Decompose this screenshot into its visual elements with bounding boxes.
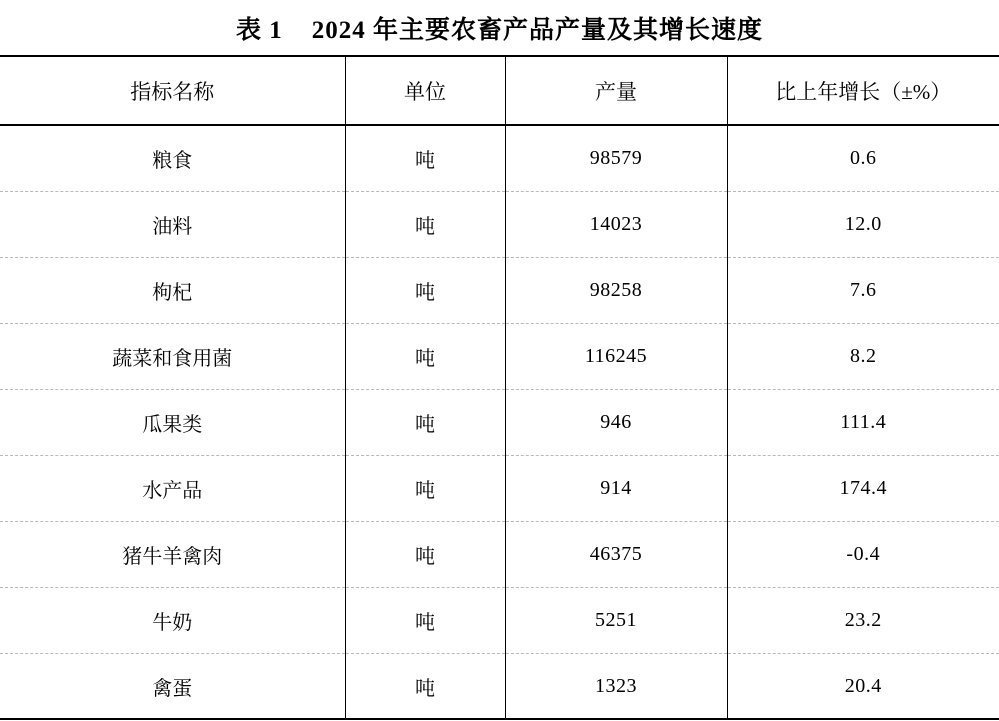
cell-output: 46375: [505, 521, 727, 587]
cell-growth: 174.4: [727, 455, 999, 521]
column-header-growth: 比上年增长（±%）: [727, 57, 999, 125]
cell-output: 946: [505, 389, 727, 455]
table-row: [0, 323, 999, 389]
table-row: [0, 389, 999, 455]
cell-indicator: 猪牛羊禽肉: [0, 521, 345, 587]
cell-growth: 23.2: [727, 587, 999, 653]
column-header-output: 产量: [505, 57, 727, 125]
cell-unit: 吨: [345, 191, 505, 257]
cell-indicator: 水产品: [0, 455, 345, 521]
table-row: [0, 191, 999, 257]
table-row: [0, 455, 999, 521]
cell-indicator: 禽蛋: [0, 653, 345, 719]
cell-indicator: 蔬菜和食用菌: [0, 323, 345, 389]
column-header-unit: 单位: [345, 57, 505, 125]
cell-growth: 20.4: [727, 653, 999, 719]
table-title: 表 1 2024 年主要农畜产品产量及其增长速度: [235, 16, 763, 44]
table-header: [0, 57, 999, 125]
table-row: [0, 257, 999, 323]
cell-unit: 吨: [345, 587, 505, 653]
table-bottom-rule: [0, 718, 999, 720]
cell-growth: 8.2: [727, 323, 999, 389]
cell-output: 1323: [505, 653, 727, 719]
cell-unit: 吨: [345, 455, 505, 521]
agricultural-output-table: [0, 57, 999, 719]
cell-growth: 111.4: [727, 389, 999, 455]
cell-unit: 吨: [345, 257, 505, 323]
cell-indicator: 枸杞: [0, 257, 345, 323]
cell-unit: 吨: [345, 125, 505, 191]
cell-unit: 吨: [345, 653, 505, 719]
table-row: [0, 587, 999, 653]
table-row: [0, 653, 999, 719]
cell-unit: 吨: [345, 323, 505, 389]
table-row: [0, 521, 999, 587]
cell-indicator: 瓜果类: [0, 389, 345, 455]
cell-output: 5251: [505, 587, 727, 653]
table-body: [0, 125, 999, 719]
table-title-band: [0, 0, 999, 57]
cell-output: 98579: [505, 125, 727, 191]
table-row: [0, 125, 999, 191]
cell-growth: 0.6: [727, 125, 999, 191]
cell-growth: -0.4: [727, 521, 999, 587]
cell-indicator: 油料: [0, 191, 345, 257]
cell-unit: 吨: [345, 521, 505, 587]
cell-growth: 12.0: [727, 191, 999, 257]
cell-output: 914: [505, 455, 727, 521]
cell-growth: 7.6: [727, 257, 999, 323]
cell-output: 116245: [505, 323, 727, 389]
column-header-indicator: 指标名称: [0, 57, 345, 125]
table-header-row: [0, 57, 999, 125]
cell-unit: 吨: [345, 389, 505, 455]
cell-output: 98258: [505, 257, 727, 323]
cell-indicator: 牛奶: [0, 587, 345, 653]
cell-indicator: 粮食: [0, 125, 345, 191]
cell-output: 14023: [505, 191, 727, 257]
